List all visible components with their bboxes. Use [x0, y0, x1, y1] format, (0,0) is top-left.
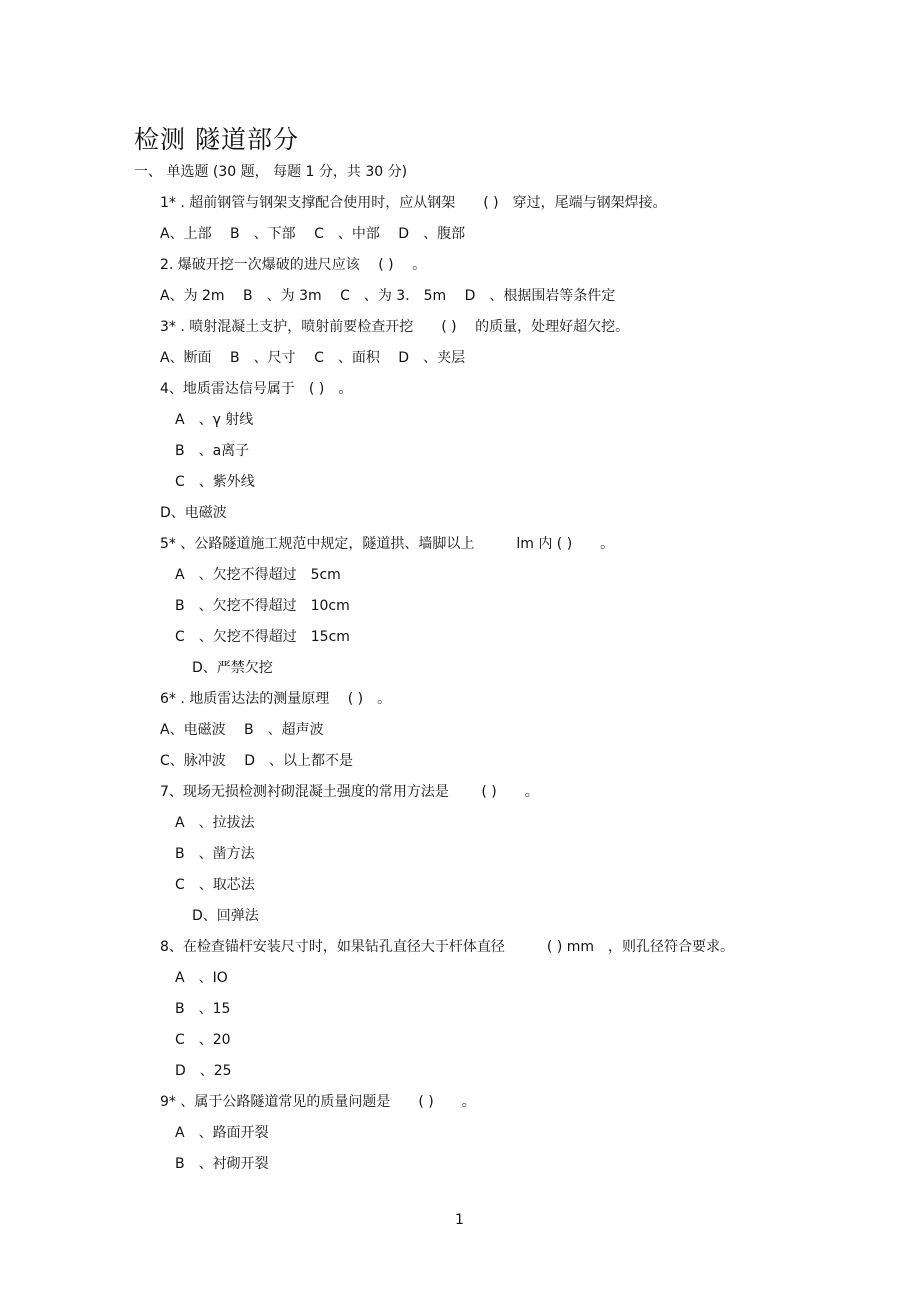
question-1: 1* . 超前钢管与钢架支撑配合使用时，应从钢架 ( ) 穿过，尾端与钢架焊接。: [160, 195, 667, 211]
question-3-options: A、断面 B 、尺寸 C 、面积 D 、夹层: [160, 350, 466, 366]
question-4-option-a: A 、γ 射线: [175, 412, 254, 428]
question-5-option-c: C 、欠挖不得超过 15cm: [175, 629, 350, 645]
question-6-options-ab: A、电磁波 B 、超声波: [160, 722, 324, 738]
page-number: 1: [455, 1212, 464, 1228]
question-4-option-b: B 、a离子: [175, 443, 250, 459]
question-5-option-d: D、严禁欠挖: [192, 660, 273, 676]
document-title: 检测 隧道部分: [134, 125, 299, 154]
question-6-options-cd: C、脉冲波 D 、以上都不是: [160, 753, 354, 769]
question-8-option-d: D 、25: [175, 1063, 232, 1079]
question-7-option-d: D、回弹法: [192, 908, 259, 924]
question-7-option-b: B 、凿方法: [175, 846, 255, 862]
question-1-options: A、上部 B 、下部 C 、中部 D 、腹部: [160, 226, 466, 242]
question-5-option-a: A 、欠挖不得超过 5cm: [175, 567, 341, 583]
question-4-option-c: C 、紫外线: [175, 474, 255, 490]
question-2-options: A、为 2m B 、为 3m C 、为 3． 5m D 、根据围岩等条件定: [160, 288, 616, 304]
question-3: 3* . 喷射混凝土支护，喷射前要检查开挖 ( ) 的质量，处理好超欠挖。: [160, 319, 630, 335]
question-8: 8、在检查锚杆安装尺寸时，如果钻孔直径大于杆体直径 ( ) mm ，则孔径符合要求。: [160, 939, 735, 955]
question-9: 9* 、属于公路隧道常见的质量问题是 ( ) 。: [160, 1094, 476, 1110]
question-7-option-a: A 、拉拔法: [175, 815, 255, 831]
question-5-option-b: B 、欠挖不得超过 10cm: [175, 598, 350, 614]
question-8-option-a: A 、IO: [175, 970, 228, 986]
question-2: 2. 爆破开挖一次爆破的进尺应该 ( ) 。: [160, 257, 427, 273]
question-7-option-c: C 、取芯法: [175, 877, 255, 893]
question-7: 7、现场无损检测衬砌混凝土强度的常用方法是 ( ) 。: [160, 784, 539, 800]
question-5: 5* 、公路隧道施工规范中规定，隧道拱、墙脚以上 lm 内 ( ) 。: [160, 536, 615, 552]
section-header: 一、 单选题 (30 题， 每题 1 分，共 30 分): [134, 164, 408, 180]
question-9-option-b: B 、衬砌开裂: [175, 1156, 269, 1172]
question-4: 4、地质雷达信号属于 ( ) 。: [160, 381, 353, 397]
question-4-option-d: D、电磁波: [160, 505, 227, 521]
question-6: 6* . 地质雷达法的测量原理 ( ) 。: [160, 691, 392, 707]
question-8-option-b: B 、15: [175, 1001, 231, 1017]
question-9-option-a: A 、路面开裂: [175, 1125, 269, 1141]
question-8-option-c: C 、20: [175, 1032, 231, 1048]
